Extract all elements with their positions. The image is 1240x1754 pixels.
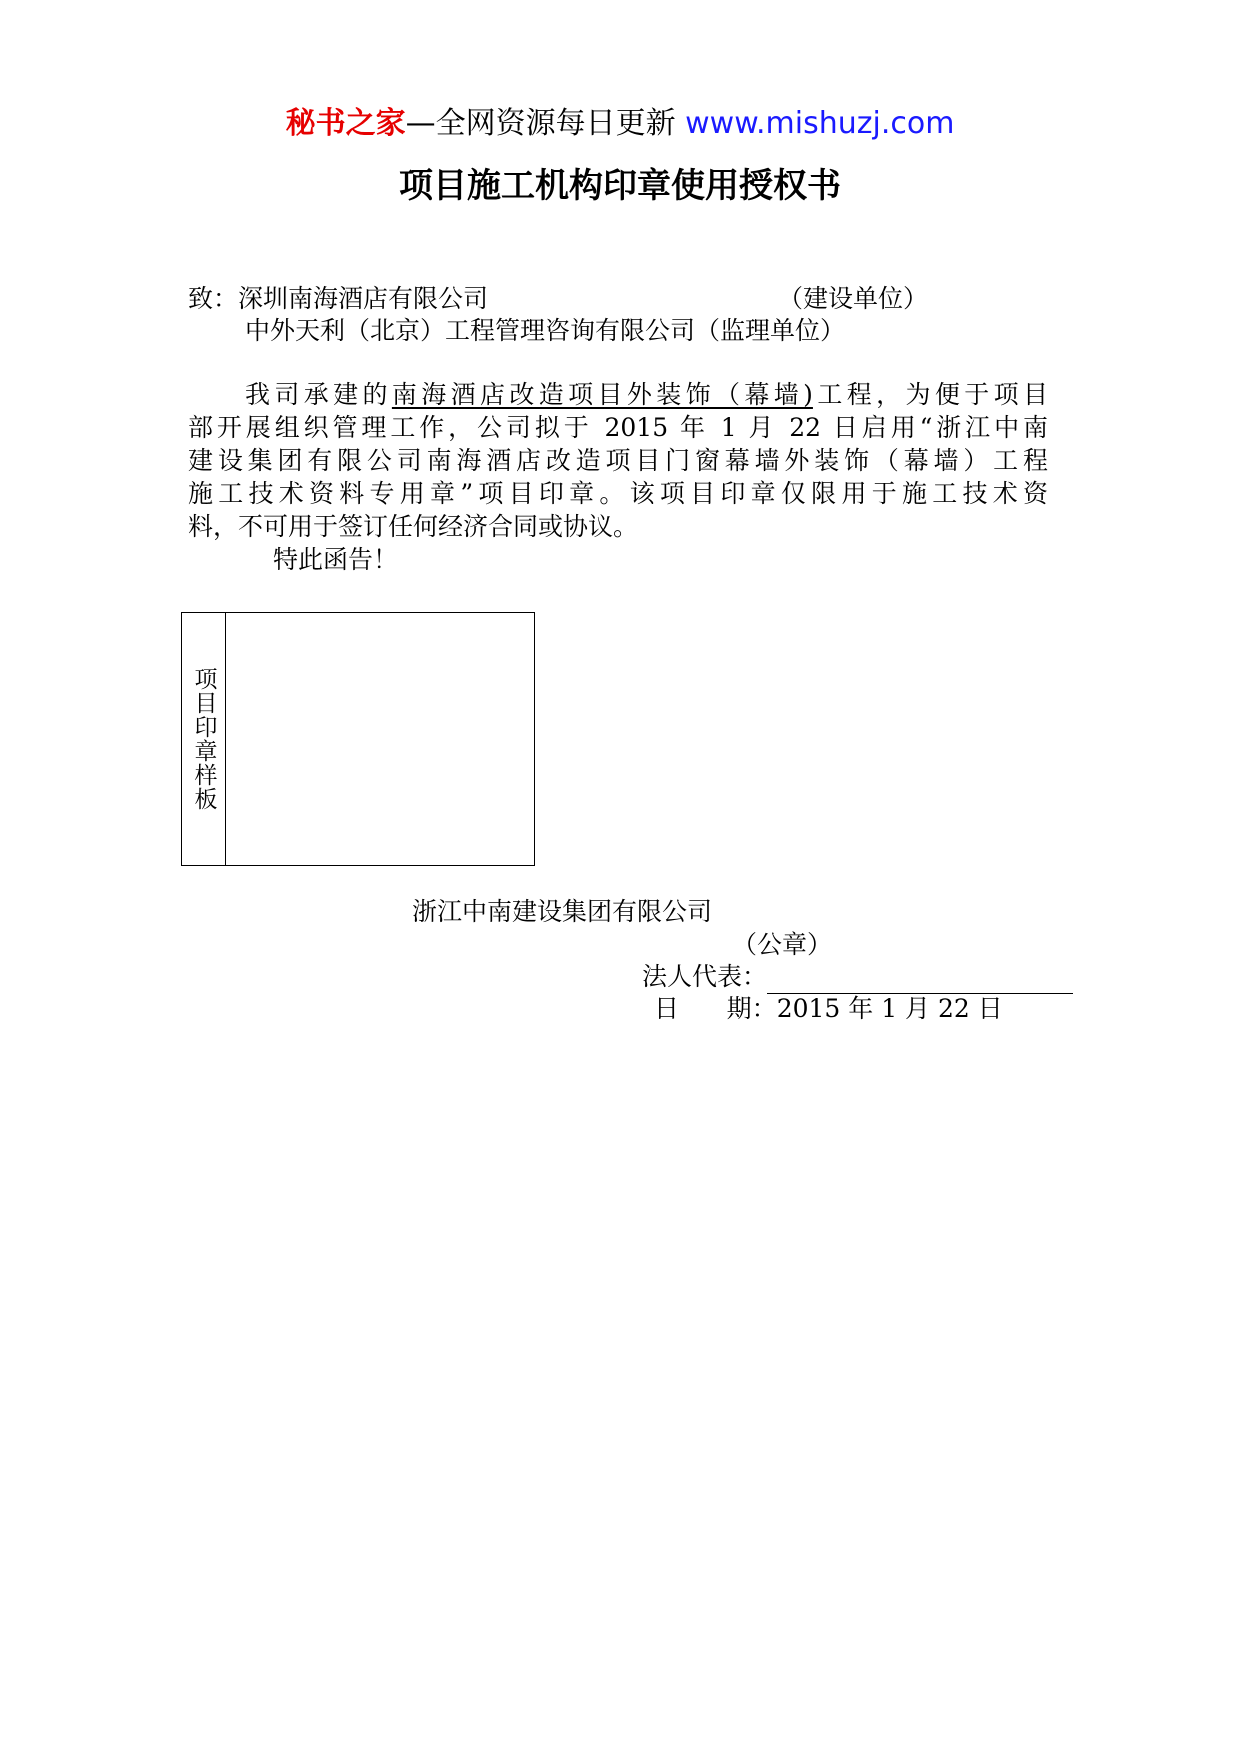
- body-line-2: 部开展组织管理工作，公司拟于 2015 年 1 月 22 日启用“浙江中南: [188, 413, 1048, 442]
- date-label: 日 期：: [654, 994, 777, 1023]
- site-banner: [0, 104, 1240, 144]
- legal-rep-row: [642, 960, 1073, 994]
- seal-sample-area: [226, 613, 534, 865]
- recipient-role-1: （建设单位）: [778, 284, 929, 313]
- seal-table-label-cell: [182, 613, 226, 865]
- banner-brand: 秘书之家: [285, 106, 406, 141]
- salutation-prefix: 致：: [188, 284, 239, 313]
- seal-sample-table: [181, 612, 535, 866]
- body-line-1: 我司承建的南海酒店改造项目外装饰（幕墙)工程，为便于项目: [245, 380, 1048, 409]
- recipient-name-2: 中外天利（北京）工程管理咨询有限公司: [245, 316, 696, 345]
- banner-tagline: —全网资源每日更新: [405, 106, 676, 141]
- signature-line: [767, 965, 1073, 994]
- body-line-4: 施工技术资料专用章”项目印章。该项目印章仅限用于施工技术资: [188, 479, 1048, 508]
- recipient-row-1: [188, 282, 488, 316]
- banner-url-link[interactable]: www.mishuzj.com: [685, 106, 955, 141]
- body-line-3: 建设集团有限公司南海酒店改造项目门窗幕墙外装饰（幕墙）工程: [188, 446, 1048, 475]
- project-name: 南海酒店改造项目外装饰（幕墙): [391, 380, 813, 409]
- date-row: [654, 992, 1003, 1026]
- body-paragraph: [188, 378, 1048, 543]
- seal-table-label: 项目印章样板: [190, 667, 217, 811]
- official-seal-note: （公章）: [732, 930, 833, 959]
- document-title: 项目施工机构印章使用授权书: [399, 166, 841, 206]
- company-name: 浙江中南建设集团有限公司: [412, 897, 713, 926]
- recipient-role-2: （监理单位）: [695, 316, 846, 345]
- date-value: 2015 年 1 月 22 日: [776, 994, 1003, 1023]
- recipient-row-2: [245, 314, 845, 348]
- body-line-5: 料，不可用于签订任何经济合同或协议。: [188, 512, 639, 541]
- recipient-name-1: 深圳南海酒店有限公司: [238, 284, 489, 313]
- closing-text: 特此函告！: [273, 545, 399, 574]
- legal-rep-label: 法人代表：: [642, 962, 768, 991]
